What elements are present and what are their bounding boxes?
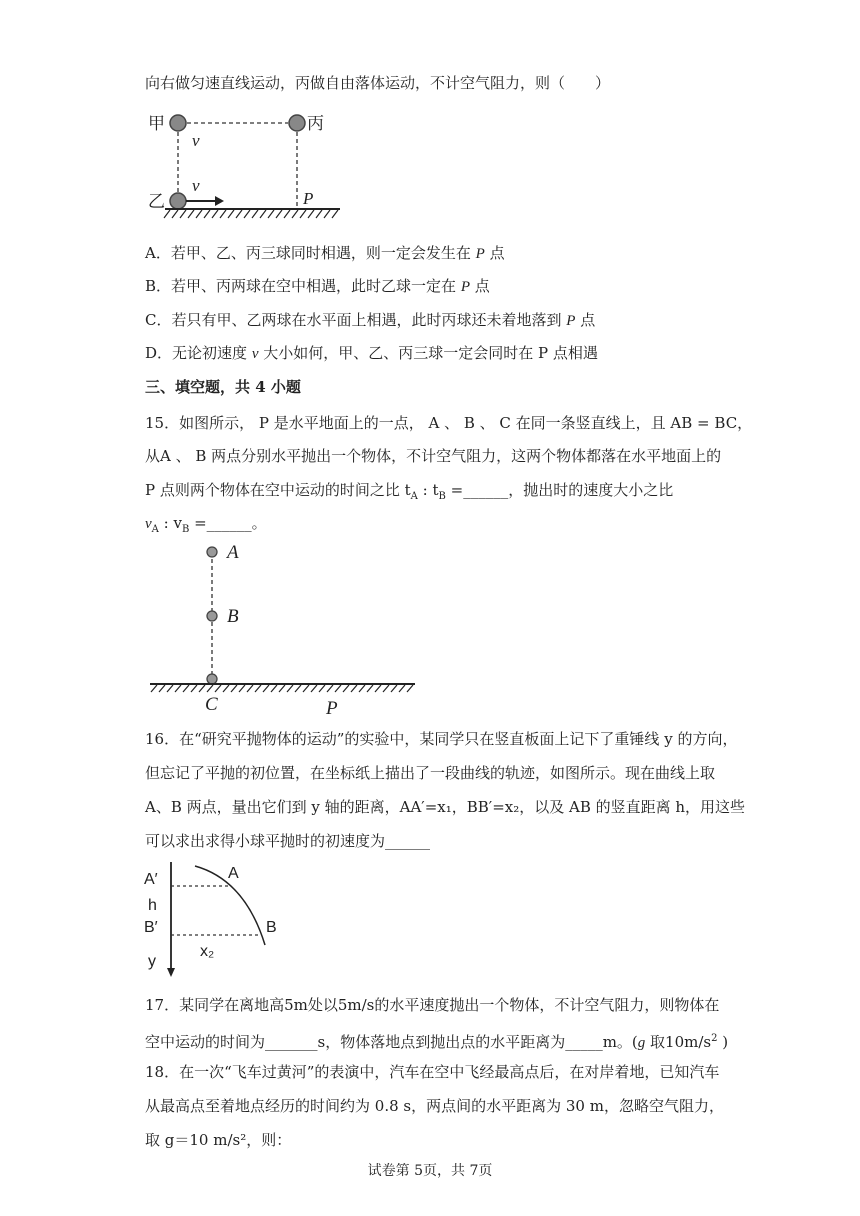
point-a	[207, 547, 217, 557]
option-a: A．若甲、乙、丙三球同时相遇，则一定会发生在 P 点	[145, 244, 505, 262]
point-c	[207, 674, 217, 684]
label-v-top: v	[192, 131, 200, 150]
label-a: A	[228, 865, 239, 882]
q18-line-2: 从最高点至着地点经历的时间约为 0.8 s，两点间的水平距离为 30 m，忽略空气阻力，	[145, 1097, 724, 1115]
arrow-down-icon	[167, 968, 175, 977]
q16-line-4: 可以求出求得小球平抛时的初速度为______	[145, 832, 431, 850]
label-p: P	[326, 698, 338, 715]
label-jia: 甲	[148, 114, 165, 134]
label-bing: 丙	[307, 114, 324, 134]
option-b: B．若甲、丙两球在空中相遇，此时乙球一定在 P 点	[145, 277, 490, 295]
label-h: h	[148, 897, 157, 914]
label-b-prime: B′	[144, 919, 158, 936]
label-b: B	[266, 919, 277, 936]
ball-jia	[170, 115, 186, 131]
label-p: P	[303, 189, 314, 208]
q15-line-1: 15．如图所示， P 是水平地面上的一点， A 、 B 、 C 在同一条竖直线上，且 AB = BC，	[145, 414, 753, 432]
section-title: 三、填空题，共 4 小题	[145, 378, 301, 396]
q16-line-1: 16．在“研究平抛物体的运动”的实验中，某同学只在竖直板面上记下了重锤线 y 的方向，	[145, 730, 738, 748]
arrow-right-icon	[215, 196, 224, 206]
q15-line-3: P 点则两个物体在空中运动的时间之比 $t_A$ : $t_B$ =______，抛出时的速度大小之比	[145, 481, 674, 502]
page-footer: 试卷第 5页，共 7页	[367, 1163, 493, 1179]
q16-figure	[140, 860, 285, 980]
label-v-bottom: v	[192, 176, 200, 195]
q18-line-3: 取 g＝10 m/s²，则：	[145, 1131, 292, 1149]
option-d: D．无论初速度 v 大小如何，甲、乙、丙三球一定会同时在 P 点相遇	[145, 344, 598, 362]
label-yi: 乙	[148, 192, 165, 212]
label-x2: x₂	[200, 943, 215, 960]
ball-bing	[289, 115, 305, 131]
q14-stem: 向右做匀速直线运动，丙做自由落体运动，不计空气阻力，则（ ）	[145, 74, 611, 92]
q15-figure	[145, 540, 420, 715]
q14-figure	[140, 105, 340, 220]
label-a-prime: A′	[144, 871, 158, 888]
label-c: C	[205, 694, 218, 715]
q17-line-2: 空中运动的时间为_______s，物体落地点到抛出点的水平距离为_____m。(g 取$10m/s^2$ )	[145, 1033, 729, 1051]
label-a: A	[227, 542, 239, 563]
q16-line-2: 但忘记了平抛的初位置，在坐标纸上描出了一段曲线的轨迹，如图所示。现在曲线上取	[145, 764, 716, 782]
option-c: C．若只有甲、乙两球在水平面上相遇，此时丙球还未着地落到 P 点	[145, 311, 596, 329]
label-y: y	[148, 953, 156, 970]
q16-line-3: A、B 两点，量出它们到 y 轴的距离，AA′=x₁，BB′=x₂，以及 AB 的竖直距离 h，用这些	[145, 798, 746, 816]
q17-line-1: 17．某同学在离地高5m处以5m/s的水平速度抛出一个物体，不计空气阻力，则物体在	[145, 996, 720, 1014]
ground-hatch	[164, 210, 338, 218]
point-b	[207, 611, 217, 621]
label-b: B	[227, 606, 239, 627]
q15-line-2: 从A 、 B 两点分别水平抛出一个物体，不计空气阻力，这两个物体都落在水平地面上的	[145, 447, 722, 465]
ground-hatch	[151, 685, 413, 692]
q15-line-4: $v_A$ : $v_B$ =______。	[145, 514, 267, 535]
ball-yi	[170, 193, 186, 209]
q18-line-1: 18．在一次“飞车过黄河”的表演中，汽车在空中飞经最高点后，在对岸着地，已知汽车	[145, 1063, 720, 1081]
